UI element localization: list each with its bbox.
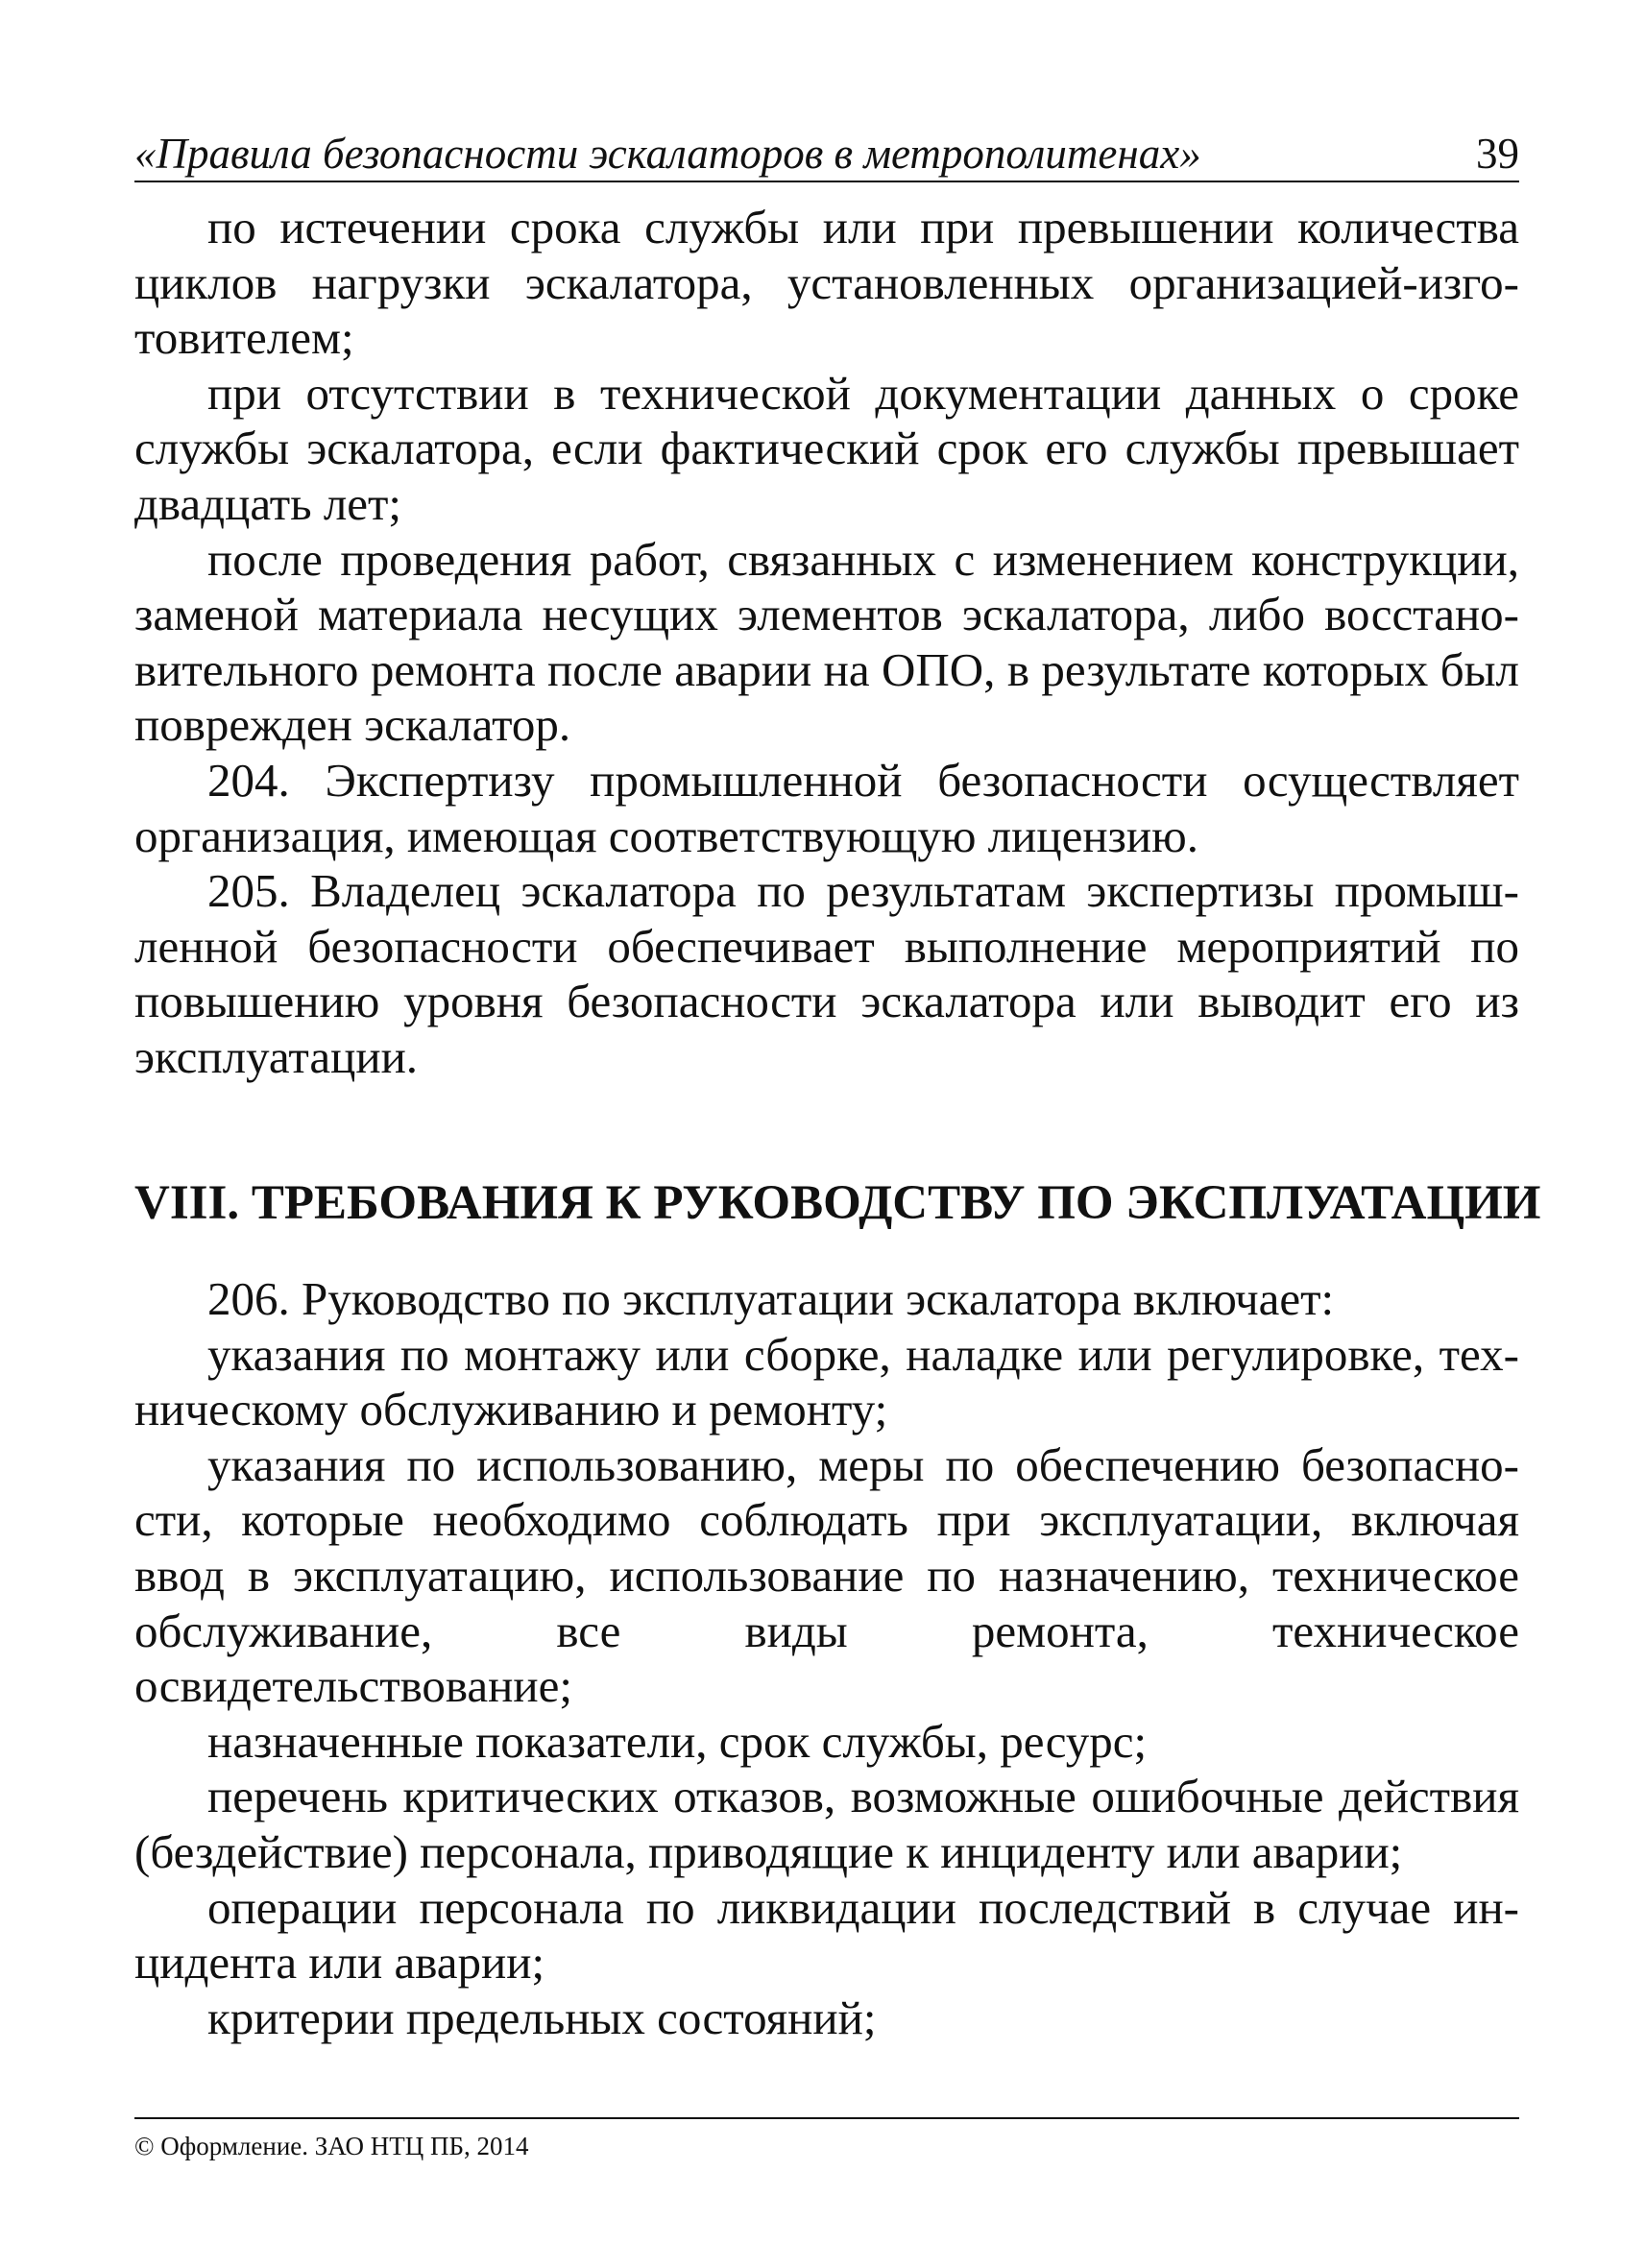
paragraph: по истечении срока службы или при превышении количества циклов нагрузки эскалатора, установленных организацией-изготовителем; — [134, 201, 1519, 365]
paragraph: перечень критических отказов, возможные ошибочные действия (бездействие) персонала, приводящие к инциденту или аварии; — [134, 1770, 1519, 1878]
paragraph: после проведения работ, связанных с изменением конструкции, заменой материала несущих элементов эскалатора, либо восстановительного ремонта после аварии на ОПО, в результате которых был поврежден эскалатор. — [134, 532, 1519, 752]
running-header — [134, 123, 1519, 182]
footer-rule — [134, 2117, 1519, 2119]
paragraph: указания по использованию, меры по обеспечению безопасности, которые необходимо соблюдать при эксплуатации, включая ввод в эксплуатацию, использование по назначению, техническое обслуживание, все виды ремонта, техническое освидетельствование; — [134, 1437, 1519, 1713]
paragraph: операции персонала по ликвидации последствий в случае инцидента или аварии; — [134, 1880, 1519, 1990]
paragraph: указания по монтажу или сборке, наладке или регулировке, техническому обслуживанию и ремонту; — [134, 1327, 1519, 1436]
section-heading: VIII. ТРЕБОВАНИЯ К РУКОВОДСТВУ ПО ЭКСПЛУАТАЦИИ — [134, 1176, 1541, 1230]
running-title: «Правила безопасности эскалаторов в метрополитенах» — [134, 130, 1201, 178]
page-number: 39 — [1476, 130, 1519, 178]
paragraph: назначенные показатели, срок службы, ресурс; — [207, 1714, 1148, 1768]
paragraph: при отсутствии в технической документации данных о сроке службы эскалатора, если фактический срок его службы превышает двадцать лет; — [134, 366, 1519, 530]
paragraph: 205. Владелец эскалатора по результатам экспертизы промышленной безопасности обеспечивает выполнение мероприятий по повышению уровня безопасности эскалатора или выводит его из эксплуатации. — [134, 864, 1519, 1083]
body-text-top — [134, 200, 1519, 1085]
body-text-bottom — [134, 1271, 1519, 2045]
paragraph: критерии предельных состояний; — [207, 1991, 877, 2044]
paragraph: 206. Руководство по эксплуатации эскалатора включает: — [207, 1272, 1335, 1325]
paragraph: 204. Экспертизу промышленной безопасности осуществляет организация, имеющая соответствующую лицензию. — [134, 753, 1519, 862]
footer-copyright: © Оформление. ЗАО НТЦ ПБ, 2014 — [134, 2132, 529, 2160]
